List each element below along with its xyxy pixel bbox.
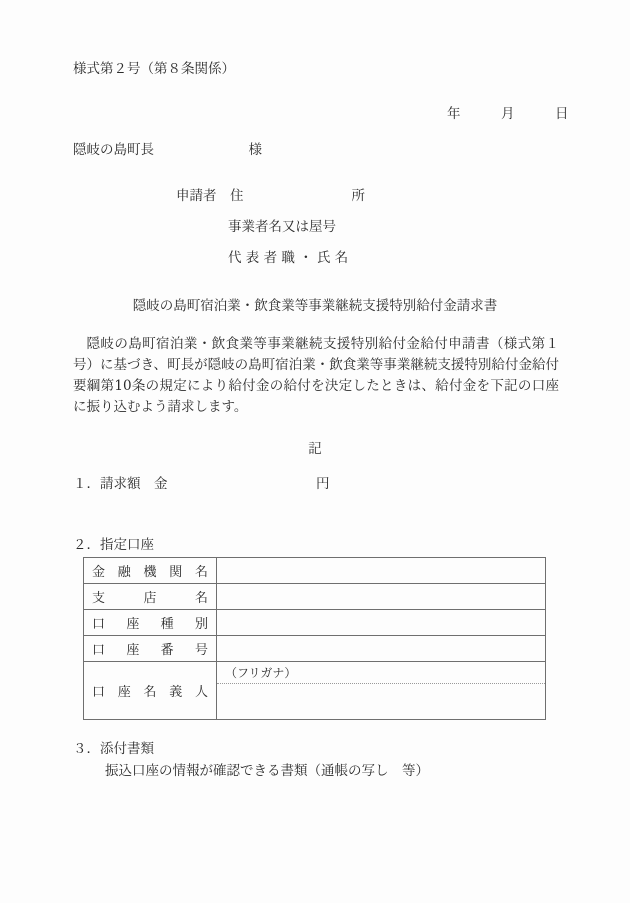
table-row-account-holder xyxy=(84,662,546,720)
section-bank-heading: ２．指定口座 xyxy=(73,537,154,553)
applicant-address-line: 申請者 住 所 xyxy=(176,188,365,204)
document-title: 隠岐の島町宿泊業・飲食業等事業継続支援特別給付金請求書 xyxy=(132,298,498,314)
bank-account-table xyxy=(83,557,546,720)
ki-marker: 記 xyxy=(308,441,322,457)
furigana-label[interactable]: （フリガナ） xyxy=(217,662,545,684)
row-value-branch[interactable] xyxy=(217,584,546,610)
row-label-account-holder: 口座名義人 xyxy=(84,662,217,720)
table-row xyxy=(84,558,546,584)
account-holder-name-field[interactable] xyxy=(217,684,545,719)
row-label-branch: 支店名 xyxy=(84,584,217,610)
section-attachments-detail: 振込口座の情報が確認できる書類（通帳の写し 等） xyxy=(105,763,429,779)
row-label-financial-institution: 金融機関名 xyxy=(84,558,217,584)
applicant-business-name-line: 事業者名又は屋号 xyxy=(228,219,336,235)
table-row xyxy=(84,610,546,636)
section-amount-heading: １．請求額 金 円 xyxy=(73,476,330,492)
form-number: 様式第２号（第８条関係） xyxy=(73,61,235,77)
body-paragraph-text: 隠岐の島町宿泊業・飲食業等事業継続支援特別給付金給付申請書（様式第１号）に基づき、町長が隠岐の島町宿泊業・飲食業等事業継続支援特別給付金給付要綱第10条の規定により給付金の給付を決定したときは、給付金を下記の口座に振り込むよう請求します。 xyxy=(73,336,559,415)
row-label-account-type: 口座種別 xyxy=(84,610,217,636)
row-value-financial-institution[interactable] xyxy=(217,558,546,584)
row-value-account-type[interactable] xyxy=(217,610,546,636)
table-row xyxy=(84,636,546,662)
applicant-representative-line: 代 表 者 職 ・ 氏 名 xyxy=(228,250,349,266)
row-value-account-holder xyxy=(217,662,546,720)
table-row xyxy=(84,584,546,610)
body-paragraph-block xyxy=(73,334,559,418)
addressee-line: 隠岐の島町長 様 xyxy=(73,142,262,158)
section-attachments-heading: ３．添付書類 xyxy=(73,741,154,757)
row-label-account-number: 口座番号 xyxy=(84,636,217,662)
date-fill-line: 年 月 日 xyxy=(447,106,569,122)
row-value-account-number[interactable] xyxy=(217,636,546,662)
